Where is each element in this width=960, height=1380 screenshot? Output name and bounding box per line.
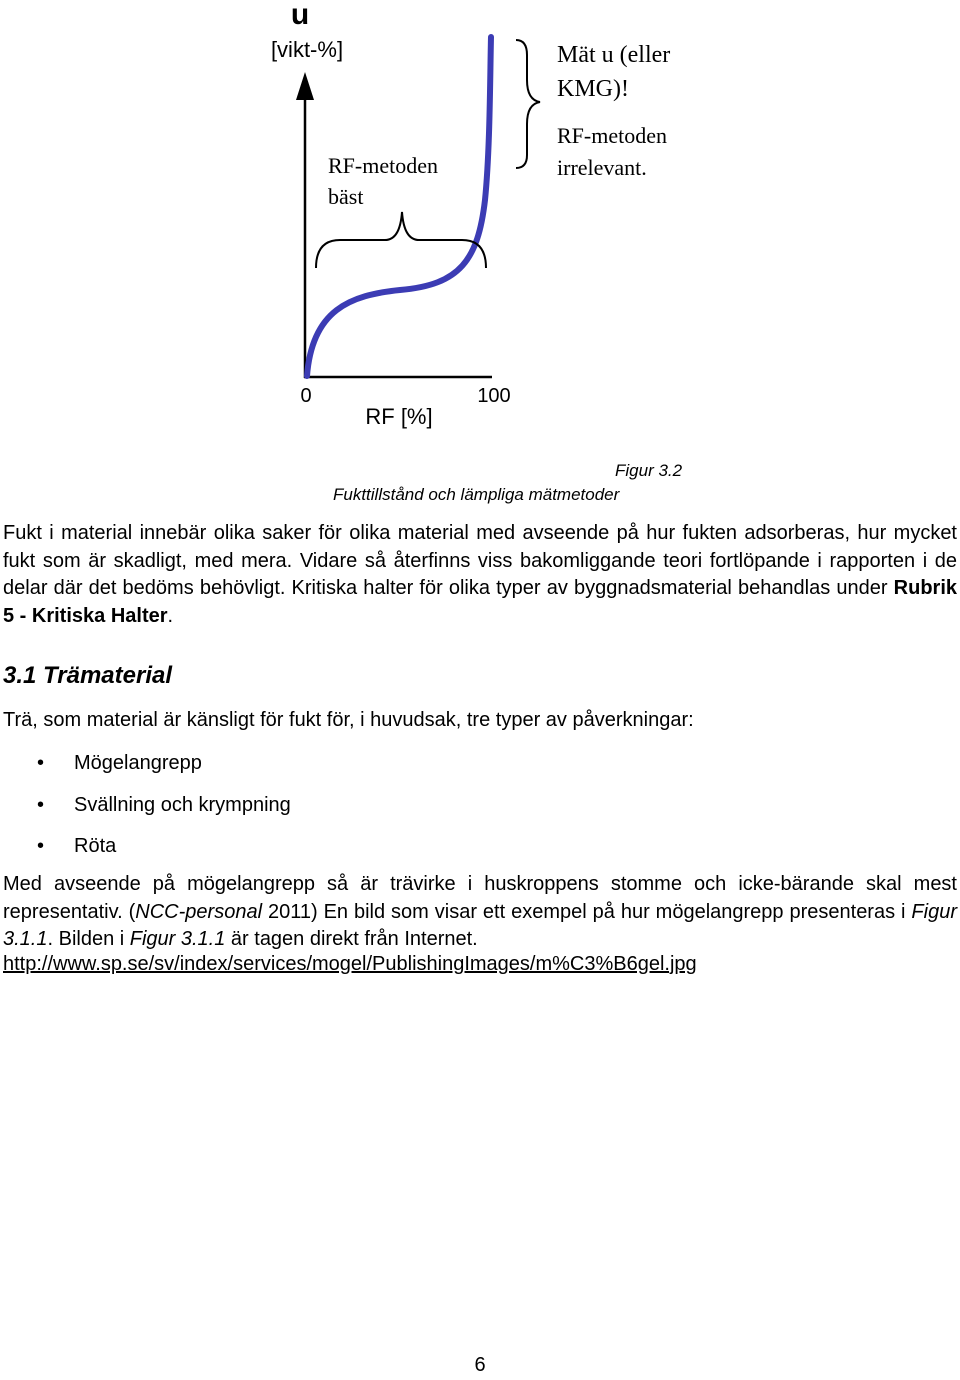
- left-annotation-line2: bäst: [328, 184, 364, 209]
- x-tick-end: 100: [477, 385, 511, 407]
- para-part4: är tagen direkt från Internet.: [225, 928, 478, 950]
- bullet-dot: •: [37, 752, 45, 774]
- citation: NCC-personal: [135, 900, 263, 923]
- y-axis-symbol: u: [290, 0, 310, 31]
- section-heading: 3.1 Trämaterial: [3, 662, 172, 689]
- intro-text: Fukt i material innebär olika saker för olika material med avseende på hur fukten adsorberas, hur mycket fukt som är skadligt, med mera. Vidare så återfinns viss bakomliggande teori fortlöpande i rapporten i de delar där det bedöms behövligt. Kritiska halter för olika typer av byggnadsmaterial behandlas under: [3, 522, 957, 599]
- source-url-link[interactable]: http://www.sp.se/sv/index/services/mogel/PublishingImages/m%C3%B6gel.jpg: [3, 953, 697, 975]
- intro-paragraph: [3, 520, 957, 630]
- figure-caption-title: [0, 485, 960, 505]
- intro-bold-reference: Rubrik 5 - Kritiska Halter: [3, 577, 957, 627]
- right-brace: [516, 40, 540, 168]
- moisture-figure: [0, 0, 960, 450]
- right-annotation-line3: RF-metoden: [557, 123, 667, 148]
- caption-line1: Figur 3.2: [615, 461, 683, 480]
- para-part1: Med avseende på mögelangrepp så är trävirke i huskroppens stomme och icke-bärande skal mest representativ. (: [3, 873, 957, 923]
- bullet-text: Röta: [74, 835, 117, 857]
- right-annotation-line2: KMG)!: [557, 76, 629, 102]
- page-number: 6: [474, 1354, 486, 1376]
- para-part3: . Bilden i: [47, 928, 130, 950]
- left-brace: [316, 212, 486, 268]
- y-axis-unit: [vikt-%]: [270, 37, 344, 62]
- caption-line2: Fukttillstånd och lämpliga mätmetoder: [333, 485, 620, 504]
- x-axis-label: RF [%]: [365, 404, 433, 429]
- figure-reference-2: Figur 3.1.1: [129, 928, 226, 950]
- left-annotation-line1: RF-metoden: [328, 153, 438, 178]
- x-tick-start: 0: [300, 385, 312, 407]
- intro-end: .: [167, 604, 174, 627]
- para-part2: 2011) En bild som visar ett exempel på hur mögelangrepp presenteras i: [262, 900, 912, 923]
- figure-reference-1: Figur 3.1.1: [3, 900, 957, 950]
- right-annotation-line1: Mät u (eller: [557, 42, 671, 68]
- section-lead: Trä, som material är känsligt för fukt för, i huvudsak, tre typer av påverkningar:: [3, 709, 694, 731]
- section-paragraph: [3, 871, 957, 954]
- bullet-dot: •: [37, 793, 45, 816]
- bullet-text: Mögelangrepp: [74, 752, 202, 774]
- right-annotation-line4: irrelevant.: [557, 155, 647, 180]
- bullet-text: Svällning och krympning: [74, 793, 291, 816]
- bullet-dot: •: [37, 835, 45, 857]
- figure-caption-number: [0, 461, 960, 481]
- y-axis-arrow: [296, 72, 314, 100]
